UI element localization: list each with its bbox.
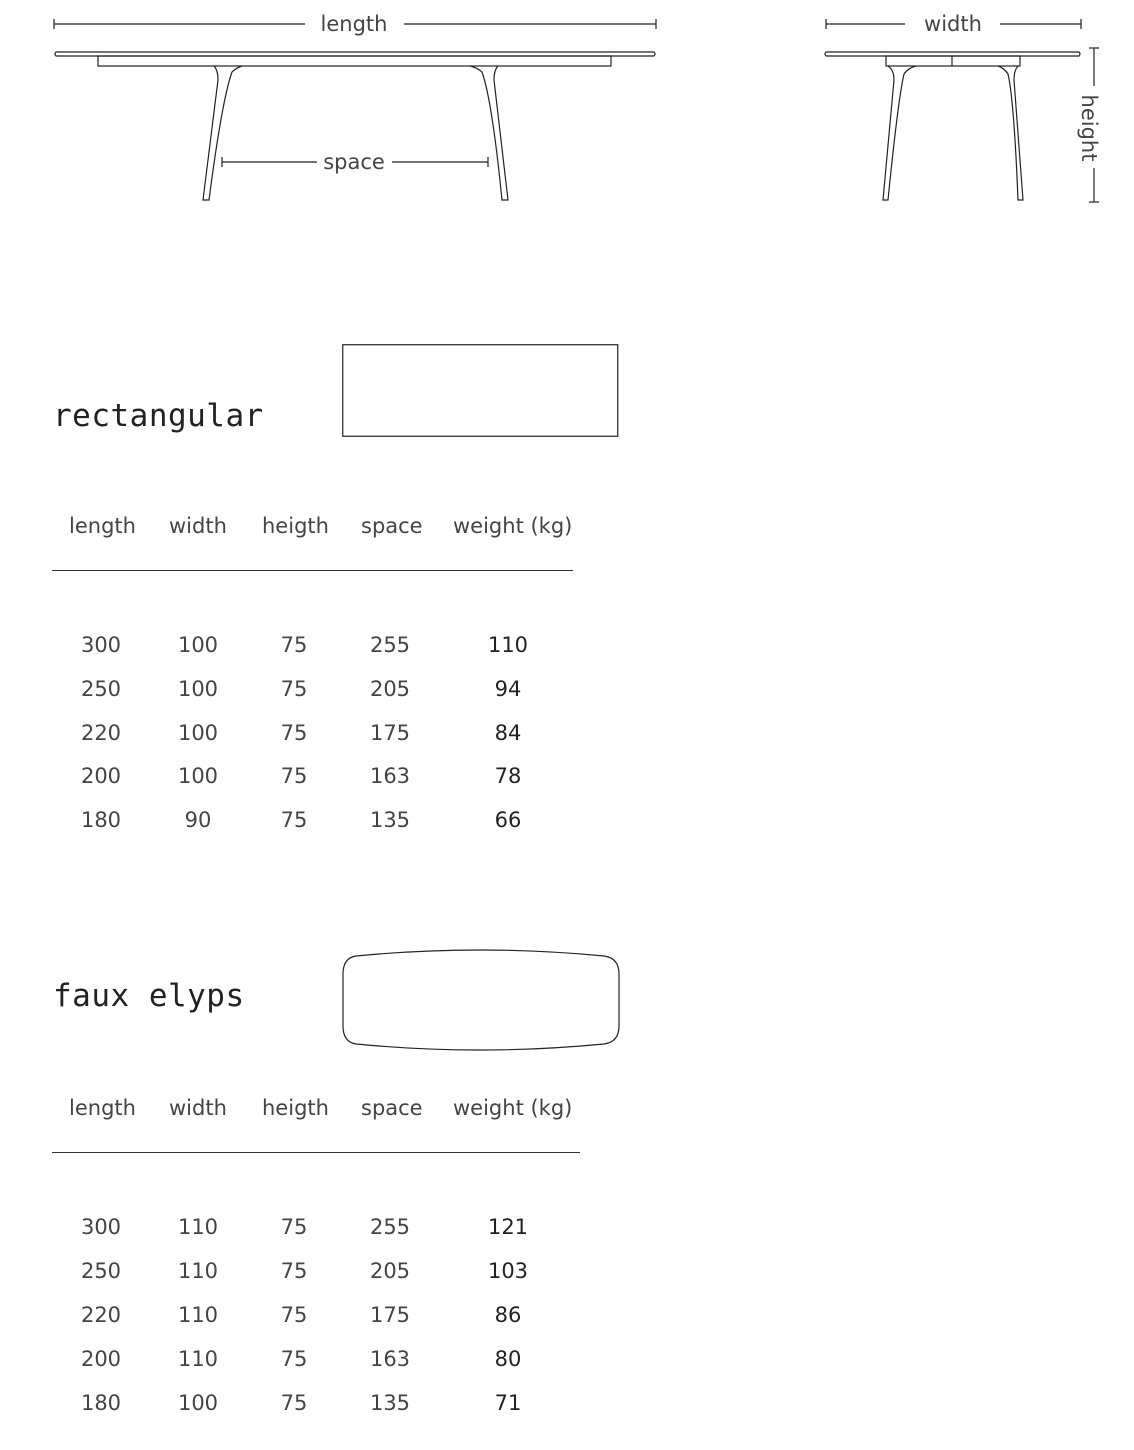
cell-weight: 84 [494, 721, 522, 745]
column-header: weight (kg) [453, 514, 573, 538]
cell-space: 163 [369, 764, 411, 788]
table-row [52, 764, 612, 794]
section-title-faux-elyps: faux elyps [53, 978, 245, 1014]
table-row [52, 633, 612, 663]
cell-height: 75 [280, 721, 308, 745]
cell-space: 205 [369, 1259, 411, 1283]
rectangle-shape-icon [342, 344, 619, 438]
table-header [52, 1096, 612, 1126]
column-header: space [361, 514, 423, 538]
section-title-rectangular: rectangular [53, 398, 264, 434]
cell-space: 175 [369, 1303, 411, 1327]
cell-space: 135 [369, 1391, 411, 1415]
space-label: space [323, 150, 385, 174]
table-dimension-drawing [0, 0, 1134, 230]
cell-weight: 121 [487, 1215, 529, 1239]
cell-weight: 110 [487, 633, 529, 657]
table-header [52, 514, 612, 544]
side-view-table [55, 52, 655, 200]
column-header: space [361, 1096, 423, 1120]
cell-length: 200 [80, 764, 122, 788]
cell-length: 250 [80, 677, 122, 701]
column-header: heigth [262, 514, 329, 538]
faux-ellipse-shape-icon [340, 946, 622, 1054]
cell-space: 255 [369, 633, 411, 657]
cell-length: 300 [80, 1215, 122, 1239]
column-header: weight (kg) [453, 1096, 573, 1120]
cell-space: 163 [369, 1347, 411, 1371]
table-row [52, 1347, 612, 1377]
cell-weight: 103 [487, 1259, 529, 1283]
column-header: length [69, 514, 136, 538]
table-row [52, 1303, 612, 1333]
cell-length: 220 [80, 721, 122, 745]
cell-space: 205 [369, 677, 411, 701]
cell-width: 100 [177, 721, 219, 745]
cell-height: 75 [280, 1259, 308, 1283]
front-view-table [825, 52, 1080, 200]
cell-weight: 80 [494, 1347, 522, 1371]
cell-height: 75 [280, 808, 308, 832]
header-divider [52, 1152, 580, 1153]
cell-height: 75 [280, 1303, 308, 1327]
column-header: heigth [262, 1096, 329, 1120]
cell-width: 110 [177, 1215, 219, 1239]
cell-width: 100 [177, 764, 219, 788]
table-row [52, 1215, 612, 1245]
table-row [52, 808, 612, 838]
table-row [52, 721, 612, 751]
cell-height: 75 [280, 1347, 308, 1371]
cell-space: 255 [369, 1215, 411, 1239]
header-divider [52, 570, 573, 571]
length-label: length [320, 12, 388, 36]
cell-height: 75 [280, 1391, 308, 1415]
cell-width: 100 [177, 1391, 219, 1415]
cell-length: 220 [80, 1303, 122, 1327]
cell-length: 180 [80, 808, 122, 832]
width-label: width [924, 12, 982, 36]
cell-length: 200 [80, 1347, 122, 1371]
height-label: height [1077, 94, 1101, 162]
cell-weight: 78 [494, 764, 522, 788]
table-row [52, 677, 612, 707]
cell-width: 100 [177, 677, 219, 701]
cell-weight: 66 [494, 808, 522, 832]
cell-width: 110 [177, 1259, 219, 1283]
cell-height: 75 [280, 1215, 308, 1239]
cell-length: 250 [80, 1259, 122, 1283]
cell-height: 75 [280, 633, 308, 657]
cell-weight: 94 [494, 677, 522, 701]
cell-space: 135 [369, 808, 411, 832]
cell-weight: 86 [494, 1303, 522, 1327]
column-header: length [69, 1096, 136, 1120]
cell-width: 100 [177, 633, 219, 657]
cell-length: 300 [80, 633, 122, 657]
cell-space: 175 [369, 721, 411, 745]
table-row [52, 1391, 612, 1421]
cell-width: 110 [177, 1347, 219, 1371]
table-row [52, 1259, 612, 1289]
cell-weight: 71 [494, 1391, 522, 1415]
column-header: width [169, 1096, 227, 1120]
cell-length: 180 [80, 1391, 122, 1415]
cell-width: 110 [177, 1303, 219, 1327]
cell-height: 75 [280, 677, 308, 701]
cell-width: 90 [184, 808, 212, 832]
column-header: width [169, 514, 227, 538]
cell-height: 75 [280, 764, 308, 788]
